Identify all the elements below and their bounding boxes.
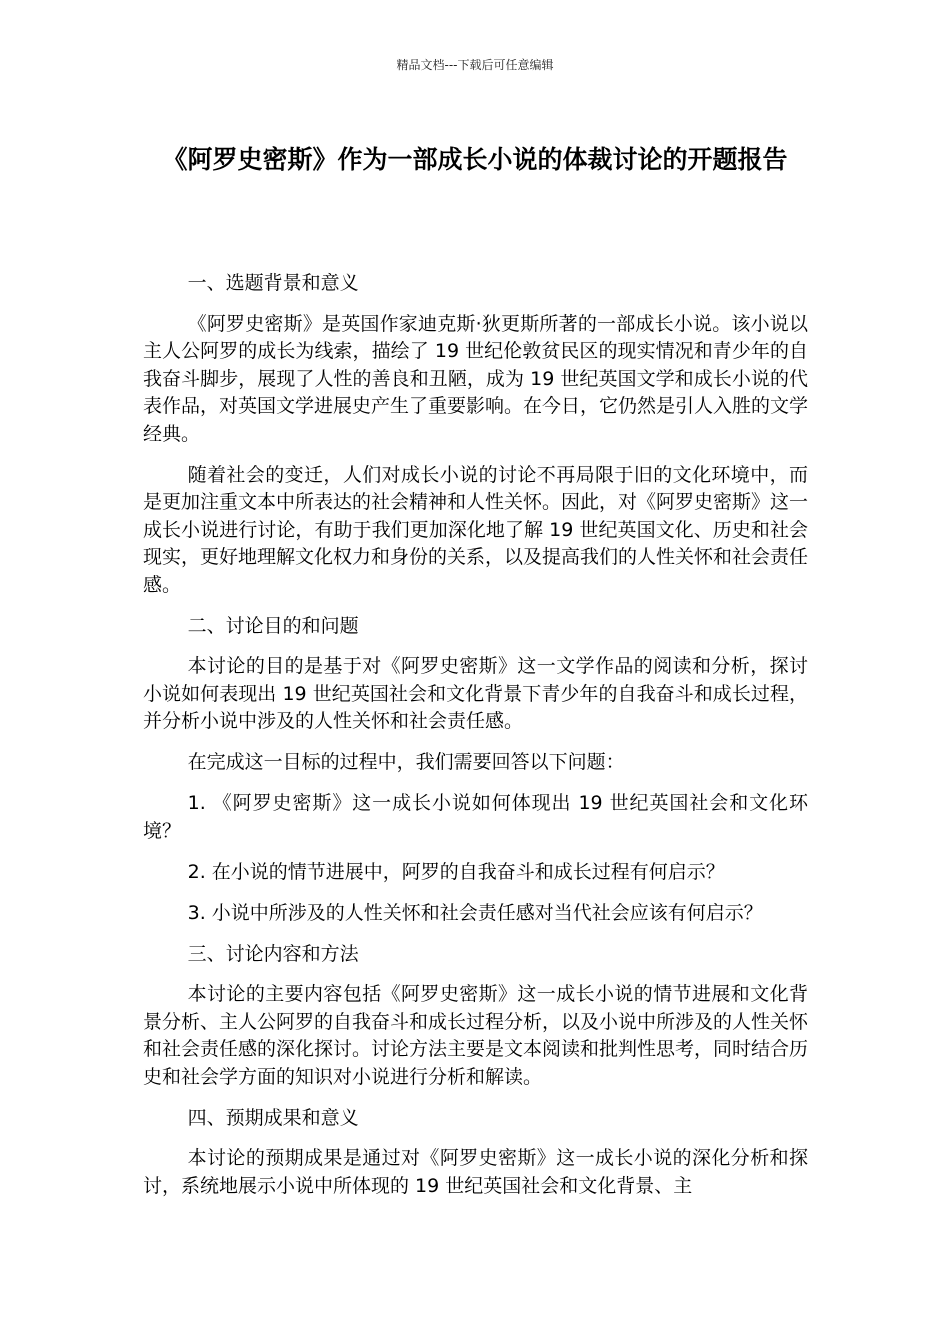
paragraph: 本讨论的预期成果是通过对《阿罗史密斯》这一成长小说的深化分析和探讨，系统地展示小说中所体现的 19 世纪英国社会和文化背景、主 — [143, 1147, 808, 1197]
paragraph: 本讨论的主要内容包括《阿罗史密斯》这一成长小说的情节进展和文化背景分析、主人公阿罗的自我奋斗和成长过程分析，以及小说中所涉及的人性关怀和社会责任感的深化探讨。讨论方法主要是文本阅读和批判性思考，同时结合历史和社会学方面的知识对小说进行分析和解读。 — [143, 983, 809, 1088]
paragraph: 《阿罗史密斯》是英国作家迪克斯·狄更斯所著的一部成长小说。该小说以主人公阿罗的成长为线索，描绘了 19 世纪伦敦贫民区的现实情况和青少年的自我奋斗脚步，展现了人性的善良和丑陋，成为 19 世纪英国文学和成长小说的代表作品，对英国文学进展史产生了重要影响。在今日，它仍然是引人入胜的文学经典。 — [143, 312, 809, 445]
page-header-note: 精品文档---下载后可任意编辑 — [396, 58, 554, 72]
question-item: 1. 《阿罗史密斯》这一成长小说如何体现出 19 世纪英国社会和文化环境？ — [143, 792, 808, 842]
section-heading: 一、选题背景和意义 — [187, 272, 359, 294]
document-title: 《阿罗史密斯》作为一部成长小说的体裁讨论的开题报告 — [162, 145, 788, 174]
section-heading: 三、讨论内容和方法 — [187, 942, 359, 965]
question-item: 3. 小说中所涉及的人性关怀和社会责任感对当代社会应该有何启示？ — [187, 901, 763, 924]
section-heading: 四、预期成果和意义 — [187, 1106, 359, 1129]
question-item: 2. 在小说的情节进展中，阿罗的自我奋斗和成长过程有何启示？ — [187, 860, 725, 883]
section-heading: 二、讨论目的和问题 — [187, 614, 359, 637]
paragraph: 本讨论的目的是基于对《阿罗史密斯》这一文学作品的阅读和分析，探讨小说如何表现出 19 世纪英国社会和文化背景下青少年的自我奋斗和成长过程，并分析小说中涉及的人性关怀和社会责任感。 — [143, 655, 808, 732]
paragraph: 随着社会的变迁，人们对成长小说的讨论不再局限于旧的文化环境中，而是更加注重文本中所表达的社会精神和人性关怀。因此，对《阿罗史密斯》这一成长小说进行讨论，有助于我们更加深化地了解 19 世纪英国文化、历史和社会现实，更好地理解文化权力和身份的关系，以及提高我们的人性关怀和社会责任感。 — [143, 463, 809, 596]
document-body — [143, 270, 808, 1214]
paragraph: 在完成这一目标的过程中，我们需要回答以下问题： — [187, 751, 625, 773]
